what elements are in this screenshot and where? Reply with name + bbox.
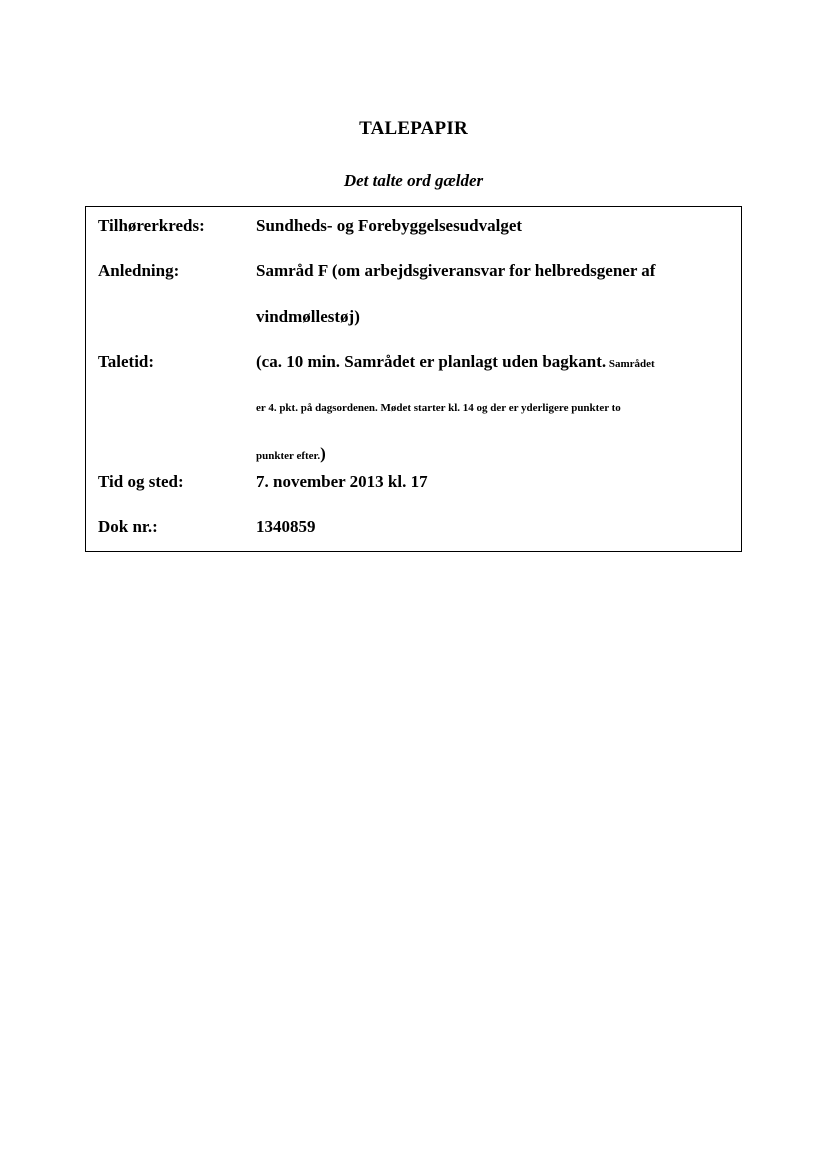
taletid-value [256, 339, 736, 477]
tid-og-sted-label: Tid og sted: [98, 472, 184, 491]
tid-og-sted-value: 7. november 2013 kl. 17 [256, 472, 428, 491]
taletid-small-text-1: Samrådet [606, 358, 655, 370]
taletid-value-line-1 [256, 339, 736, 385]
anledning-label: Anledning: [98, 261, 180, 280]
anledning-value [256, 248, 736, 340]
anledning-value-line-2: vindmøllestøj) [256, 307, 360, 326]
anledning-value-line-1: Samråd F (om arbejdsgiveransvar for helbredsgener af [256, 261, 656, 280]
taletid-small-text-3: punkter efter. [256, 450, 321, 462]
taletid-label: Taletid: [98, 352, 155, 371]
taletid-main-text: (ca. 10 min. Samrådet er planlagt uden bagkant. [256, 352, 607, 371]
taletid-close-paren: ) [320, 444, 326, 463]
dok-nr-value: 1340859 [256, 517, 316, 536]
document-title: TALEPAPIR [359, 118, 468, 139]
dok-nr-label: Dok nr.: [98, 517, 158, 536]
document-subtitle: Det talte ord gælder [343, 171, 484, 190]
tilhoererkreds-label: Tilhørerkreds: [98, 216, 205, 235]
tilhoererkreds-value: Sundheds- og Forebyggelsesudvalget [256, 216, 523, 235]
taletid-small-text-2: er 4. pkt. på dagsordenen. Mødet starter kl. 14 og der er yderligere punkter to [256, 402, 621, 414]
info-table [85, 206, 742, 552]
